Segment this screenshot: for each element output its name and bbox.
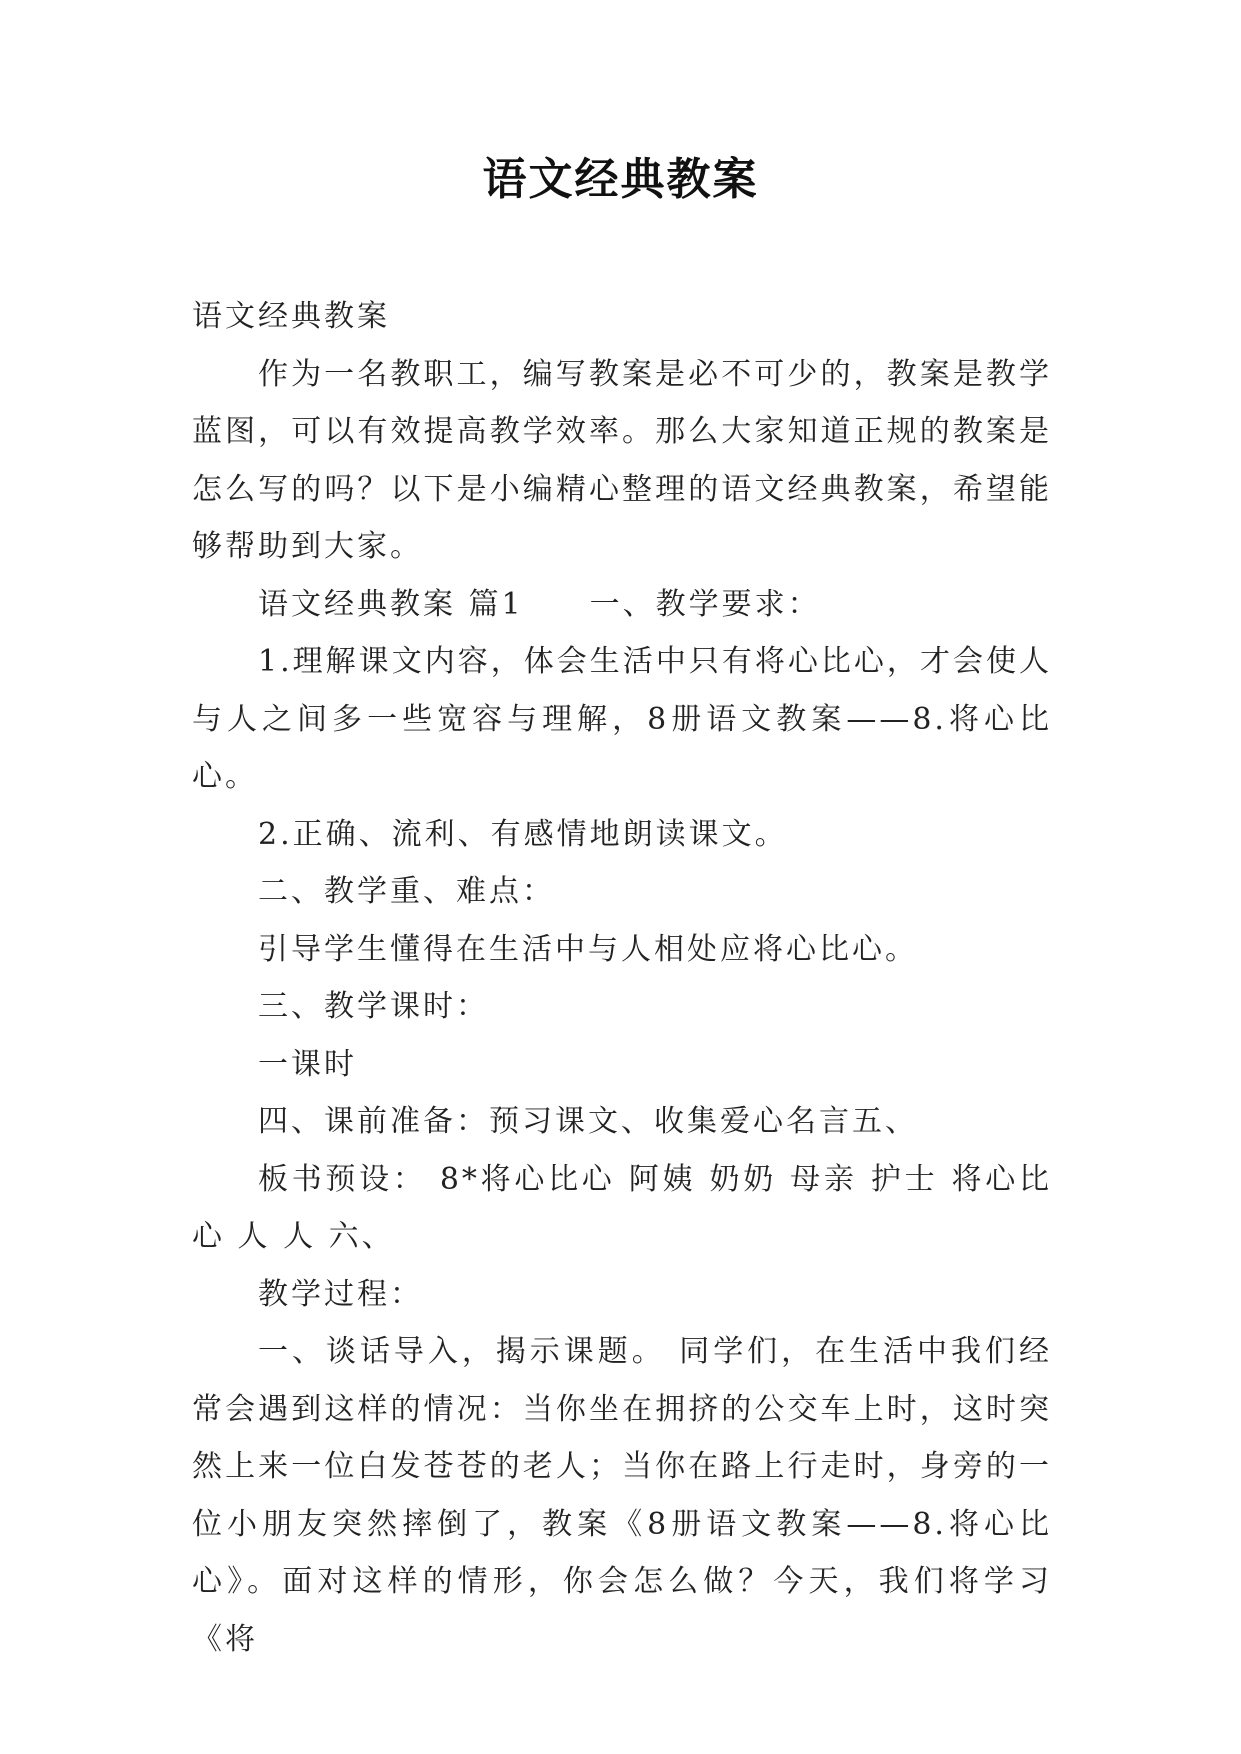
- paragraph-preparation: 四、课前准备：预习课文、收集爱心名言五、: [258, 1104, 918, 1139]
- document-body: [192, 288, 1052, 1668]
- paragraph-introduction: 一、谈话导入，揭示课题。 同学们，在生活中我们经常会遇到这样的情况：当你坐在拥挤的公交车上时，这时突然上来一位白发苍苍的老人；当你在路上行走时，身旁的一位小朋友突然摔倒了，教案《8册语文教案——8.将心比心》。面对这样的情形，你会怎么做？今天，我们将学习《将: [192, 1334, 1052, 1657]
- paragraph-requirement-2: 2.正确、流利、有感情地朗读课文。: [258, 816, 788, 852]
- paragraph-intro: 作为一名教职工，编写教案是必不可少的，教案是教学蓝图，可以有效提高教学效率。那么大家知道正规的教案是怎么写的吗？以下是小编精心整理的语文经典教案，希望能够帮助到大家。: [192, 356, 1052, 564]
- paragraph-class-hours: 一课时: [258, 1046, 357, 1082]
- paragraph-key-points: 引导学生懂得在生活中与人相处应将心比心。: [258, 931, 918, 967]
- paragraph-heading: 语文经典教案: [192, 299, 390, 334]
- paragraph-key-points-heading: 二、教学重、难点：: [258, 874, 555, 909]
- paragraph-section-1: 语文经典教案 篇1 一、教学要求：: [258, 586, 821, 622]
- paragraph-class-hours-heading: 三、教学课时：: [258, 989, 489, 1024]
- paragraph-blackboard: 板书预设： 8*将心比心 阿姨 奶奶 母亲 护士 将心比心 人 人 六、: [192, 1161, 1052, 1254]
- document-title: 语文经典教案: [482, 154, 759, 205]
- paragraph-process-heading: 教学过程：: [258, 1276, 423, 1312]
- paragraph-requirement-1: 1.理解课文内容，体会生活中只有将心比心，才会使人与人之间多一些宽容与理解，8册语文教案——8.将心比心。: [192, 644, 1052, 794]
